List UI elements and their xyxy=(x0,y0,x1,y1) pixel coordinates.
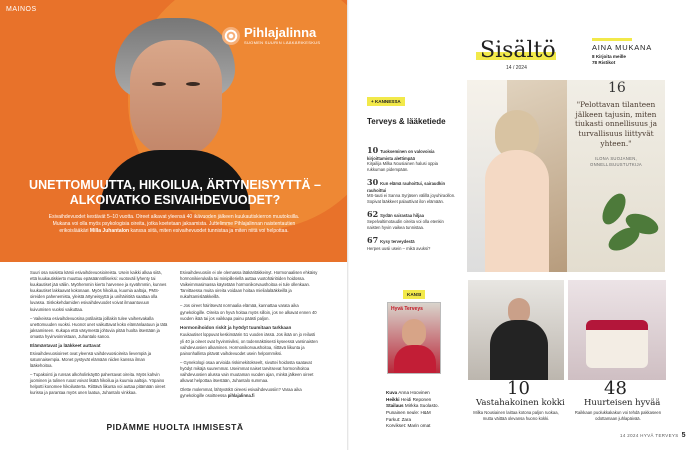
footer-text: 14 2024 HYVÄ TERVEYS xyxy=(620,433,679,438)
also-in-issue xyxy=(592,38,652,66)
also-item: 78 Ristikot xyxy=(592,60,616,66)
toc-page-number: 10 xyxy=(367,145,379,155)
page-footer xyxy=(620,432,686,439)
portrait-face xyxy=(130,40,222,158)
chef-body xyxy=(490,320,548,380)
ad-column-2 xyxy=(180,270,318,402)
ad-body xyxy=(30,270,318,402)
credit-line xyxy=(386,397,456,404)
cover-tag: KANSI xyxy=(403,290,425,299)
paragraph: – Jos oireet häiritsevät normaalia elämää, kannattaa varata aika gynekologille. Oireita on hyvä hoitaa myös silloin, jos ne alkavat ennen 40 vuoden ikää tai jos vaikkapa painu päästi paljon. xyxy=(180,303,317,321)
credit-line xyxy=(386,390,456,397)
photo-body xyxy=(485,150,549,272)
toc-item[interactable] xyxy=(367,145,457,173)
chef-title: Vastahakoinen kokki xyxy=(476,398,565,408)
also-heading: AINA MUKANA xyxy=(592,43,653,52)
page-gutter xyxy=(347,0,349,450)
subheading: Elämäntavat ja lääkkeet auttavat xyxy=(30,343,101,349)
credit-line: Korvikset: Marin omat xyxy=(386,423,431,429)
toc-list xyxy=(367,145,457,255)
ad-lead xyxy=(40,214,308,234)
subheading: Hormonihoidon riskit ja hyödyt tuumitaan tarkkaan xyxy=(180,324,292,330)
cover-title: Hyvä Terveys xyxy=(391,306,423,312)
toc-page-number: 67 xyxy=(367,234,379,245)
credit-line: Farkut: Zara xyxy=(386,416,412,422)
page-title: Sisältö xyxy=(480,38,556,63)
cover-credits xyxy=(386,390,456,430)
highlight-bar xyxy=(592,38,632,41)
toc-item[interactable] xyxy=(367,209,457,231)
ad-slogan: PIDÄMME HUOLTA IHMISESTÄ xyxy=(106,422,244,432)
paragraph: Esivaihdevuosioireet ovat yleensä vaihdevuosioireita lievempiä ja satunnaisempia. Monet pystyvät elämään niiden kanssa ilman lääkehoitoa. xyxy=(30,350,152,368)
credit-value: Anna Hoovinen xyxy=(398,390,430,395)
paragraph: Suuri osa naisista kärsii esivaihdevuosioireista. Usein kaikki alkaa siitä, että kuukautiskierto muuttuu epäsäännölliseksi: vuotoväli lyhenty tai kuukautiset jää väliin. Myöhemmin kierto harvenee ja syvähmmin, kunnes kuukautiset lakkaavat kokonaan. Myös hikoilua, kuumia aaltoja, PMS-oireiden pahenemista, yleistä ärtyneisyyttä ja unihäiriöitä saattaa olla luvassa. Siskokehdamiden esivaihdevuodet voivat ilmaantuvuun kuivumisen vuoksi vaikuttaa. xyxy=(30,270,167,312)
credit-role: Heikki xyxy=(386,396,400,402)
cake-photo xyxy=(568,280,666,380)
toc-page-number: 62 xyxy=(367,208,379,219)
paragraph: Esivaihdevuosiin ei ole olemassa lääkäritäkkeinyt. Hormonaalisen ehkäisy hormonikierukalla tai minipilleriellä auttaa vuotohäiriöiden hoidossa. Vaikeimmasimassa käytetään hormonikorvaushoitoa ei tule ollenkaan. Tarvittaessa muita oireita voidaan hoitaa mielialalääkkeillä ja nukahtamislääkkeillä. xyxy=(180,270,318,300)
website-link[interactable]: pihlajalinna.fi xyxy=(227,393,255,399)
credit-role: Kuva xyxy=(386,390,398,395)
toc-item-desc: Sepelvaltimotaudin oireita voi olla etenkin naisten hyvin vaikea tunnistaa. xyxy=(367,219,444,231)
portrait-eye xyxy=(186,82,200,86)
toc-item[interactable] xyxy=(367,177,457,205)
toc-item[interactable] xyxy=(367,235,457,251)
paragraph: – Gynekologi osaa arvioida riskimekitokseelt, sivuttei hoidosta saatavat hyödyt mikäjä suuremmat. Useimmat naiset tarvitsevat hormonihoitoa vaihdevuosien alussa vain muutaman vuoden ajan, minkä jälkeen oireet alkavat helpottaa itsestään, Juhantalo summaa. xyxy=(180,359,314,384)
ad-hero-image xyxy=(0,0,348,262)
cake-page-number: 48 xyxy=(604,378,627,399)
credit-role: Stailaus xyxy=(386,403,404,409)
logo-flower-icon xyxy=(222,27,240,45)
ad-column-1 xyxy=(30,270,168,402)
chef-photo xyxy=(468,280,564,380)
feature-photo-woman xyxy=(467,80,567,272)
lead-text: Esivaihdevuodet kestävät 5–10 vuotta. Oireet alkavat yleensä 40 ikävuoden jälkeen kuukautiskierron muutoksilla. Mukana voi olla myös psykologisia oireita, jotka koetetaan jaksamista. Juttelimme Pihlajalinnan naistentautien erikoislääkäri xyxy=(48,214,300,234)
toc-item-desc: MS-tauti ei Sanna Syrjäsen välillä joyuhiraollon. Sopivat lääkkeet palauttivat ilon elämään. xyxy=(367,193,456,204)
cake xyxy=(586,320,648,368)
credit-value: Heidi Reponen xyxy=(400,396,432,402)
credit-value: Mirkka Suolasto. xyxy=(404,403,439,409)
lead-text-end: kanssa siitä, miten esivaihevuodet tunnistaa ja miten niitä voi helpottaa. xyxy=(130,227,289,234)
toc-item-desc: Herpes uusii usein – mikä avuksi? xyxy=(367,245,431,251)
toc-page-number: 30 xyxy=(367,176,379,187)
ad-headline: UNETTOMUUTTA, HIKOILUA, ÄRTYNEISYYTTÄ – ALKOIVATKO ESIVAIHDEVUODET? xyxy=(29,178,321,207)
logo-name: Pihlajalinna xyxy=(244,25,317,40)
toc-item-desc: Kirjailija Milka Nousiainen halusi oppia rukkuman pidempään. xyxy=(367,161,438,173)
paragraph: – Vaikeissa esivaihdevuosina potilaista joillakin tulee vaihesvakalla unettomuuden vuoksi. Huonot unet vaikuttavat koko elämänlaatuun ja tätä jaksamiseen. Kukapa että väsymestä johtuvia pitää huolta itsestään ja omasta hyvinvoinnistaan, Juhantalo sanoo. xyxy=(30,315,168,339)
cover-body xyxy=(394,345,436,374)
feature-quote: "Pelottavan tilanteen jälkeen tajusin, miten tiukasti onnellisuus ja turvallisuus liittyvät yhteen." xyxy=(574,100,658,148)
issue-number: 14 / 2024 xyxy=(506,65,527,71)
cta-question: Olette molemmat, lähtyvätkö oireesi esivaihdevuosiin? xyxy=(180,387,281,393)
logo-tagline: SUOMEN SUURIN LÄÄKÄRIKESKUS xyxy=(244,40,321,45)
cover-face xyxy=(402,319,426,347)
cta-text: Varaa aika gynekologille osoitteessa xyxy=(180,387,302,399)
quote-credit: ILONA SUOJANEN, ONNELLISUUSTUTKIJA xyxy=(590,156,642,167)
also-list xyxy=(592,54,652,66)
chef-caption: Milka Nousiainen laittaa kotona paljon ruokaa, mutta väittää olevansa huono kokki. xyxy=(473,410,559,421)
on-cover-tag: + KANNESSA xyxy=(367,97,405,106)
toc-section-heading: Terveys & lääketiede xyxy=(367,117,446,126)
toc-item-title: Sydän sairastaa hiljaa xyxy=(380,212,424,218)
pihlajalinna-logo xyxy=(222,26,320,45)
paragraph: – Tupakointi ja runsas alkoholinkäyttö pahentavat oireita. Myös kahvin juominen ja tulinen ruoat voivat lisätä hikoilua ja kuumia aaltoja. Yöpaino helpotti konomee hikoilusterta. Riittävä liikunta voi auttaa pitämään oireet kurissa ja parantaa myös unen laatua, Juhantalo vinkkaa. xyxy=(30,371,166,396)
feature-page-number: 16 xyxy=(608,80,626,96)
portrait-eye xyxy=(152,82,166,86)
cake-caption: Raikkaan puolukkakakun voi tehdä pakkaseen odottamaan juhlapäivää. xyxy=(574,410,662,421)
chef-page-number: 10 xyxy=(507,378,530,399)
paragraph: Kuukautiset loppuvat keskimäärin 51 vuoden iässä. Jos ikää on jo reilusti yli 40 ja oireet ovat hyvinmiviksi, on todennäköisesti kyseessä varsinaisten vaihdevuosien alkaminen. Hormonikorvaushoitoa, riittävä liikunta ja painonhallinta pitävät vaihdevuodet usein helpommiksi. xyxy=(180,332,318,356)
ad-label: MAINOS xyxy=(6,6,37,13)
credit-line xyxy=(386,403,456,410)
cover-thumbnail[interactable] xyxy=(387,302,441,374)
toc-item-title: Kysy terveydestä xyxy=(380,238,415,244)
credit-line: Punainen neule: H&M xyxy=(386,409,431,415)
page-number: 5 xyxy=(681,432,686,439)
lead-doctor-name: Milla Juhantalon xyxy=(89,227,130,234)
toc-item-title: Kun elämä rauhoittui, sairaudkin rauhoittui xyxy=(367,180,446,193)
paragraph xyxy=(180,387,318,399)
also-item: 8 Kirjoita meille xyxy=(592,54,626,59)
cake-title: Huurteisen hyvää xyxy=(584,398,661,408)
toc-item-title: Tuokseminen on valovoisia kirjoittamista alettimpää xyxy=(367,149,435,161)
